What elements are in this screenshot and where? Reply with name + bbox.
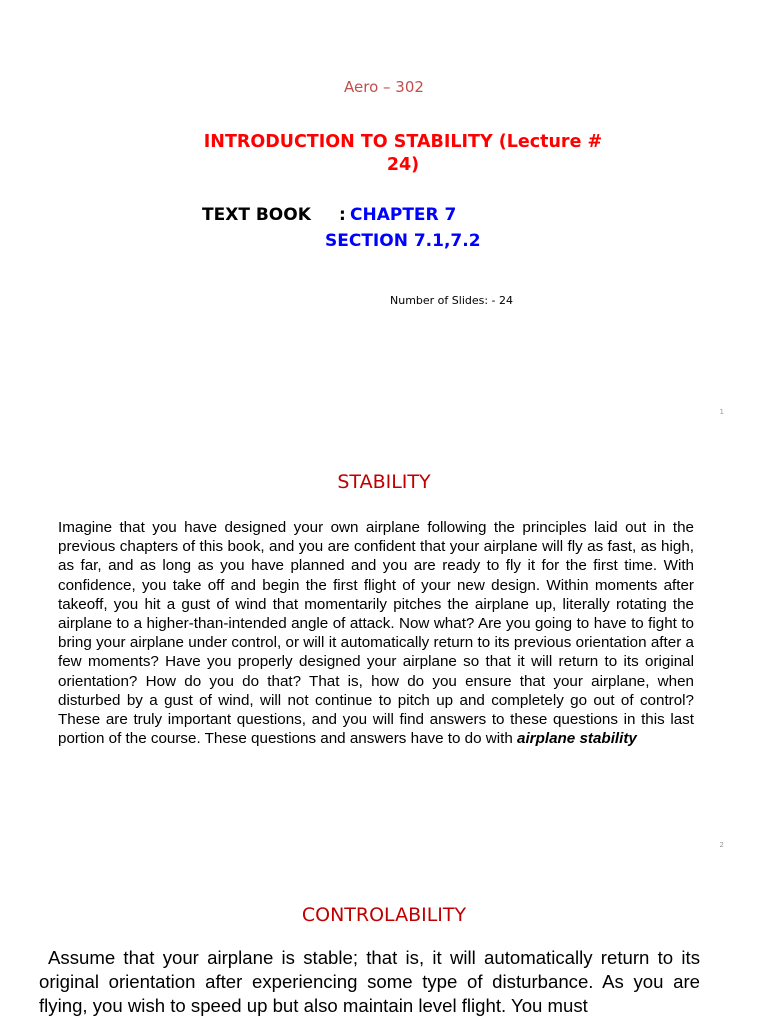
slide-3 — [0, 864, 768, 1024]
page-number: 2 — [719, 841, 724, 849]
slide-body — [58, 518, 694, 748]
slide-heading: CONTROLABILITY — [301, 904, 467, 926]
lecture-title: INTRODUCTION TO STABILITY (Lecture # 24) — [203, 132, 603, 175]
slides-count: Number of Slides: - 24 — [390, 294, 514, 307]
slide-heading: STABILITY — [337, 471, 431, 493]
textbook-colon: : — [339, 205, 346, 225]
textbook-label: TEXT BOOK — [202, 205, 311, 225]
slide-1 — [0, 0, 768, 430]
slide-body: Assume that your airplane is stable; that is, it will automatically return to its original orientation after experiencing some type of disturbance. As you are flying, you wish to speed up but also maintain level flight. You must — [39, 947, 700, 1016]
course-code: Aero – 302 — [344, 78, 424, 96]
body-text: Imagine that you have designed your own airplane following the principles laid out in the previous chapters of this book, and you are confident that your airplane will fly as fast, as high, as far, and as long as you have planned and you are ready to fly it for the first time. With confidence, you take off and begin the first flight of your new design. Within moments after takeoff, you hit a gust of wind that momentarily pitches the airplane up, literally rotating the airplane to a higher-than-intended angle of attack. Now what? Are you going to have to fight to bring your airplane under control, or will it automatically return to its previous orientation after a few moments? Have you properly designed your airplane so that it will return to its original orientation? How do you do that? That is, how do you ensure that your airplane, when disturbed by a gust of wind, will not continue to pitch up and completely go out of control? These are truly important questions, and you will find answers to these questions in this last portion of the course. These questions and answers have to do with — [58, 519, 694, 748]
textbook-chapter: CHAPTER 7 — [350, 205, 457, 225]
page-number: 1 — [719, 408, 724, 416]
slide-2 — [0, 430, 768, 864]
body-emphasis: airplane stability — [517, 730, 637, 748]
textbook-section: SECTION 7.1,7.2 — [325, 231, 481, 251]
